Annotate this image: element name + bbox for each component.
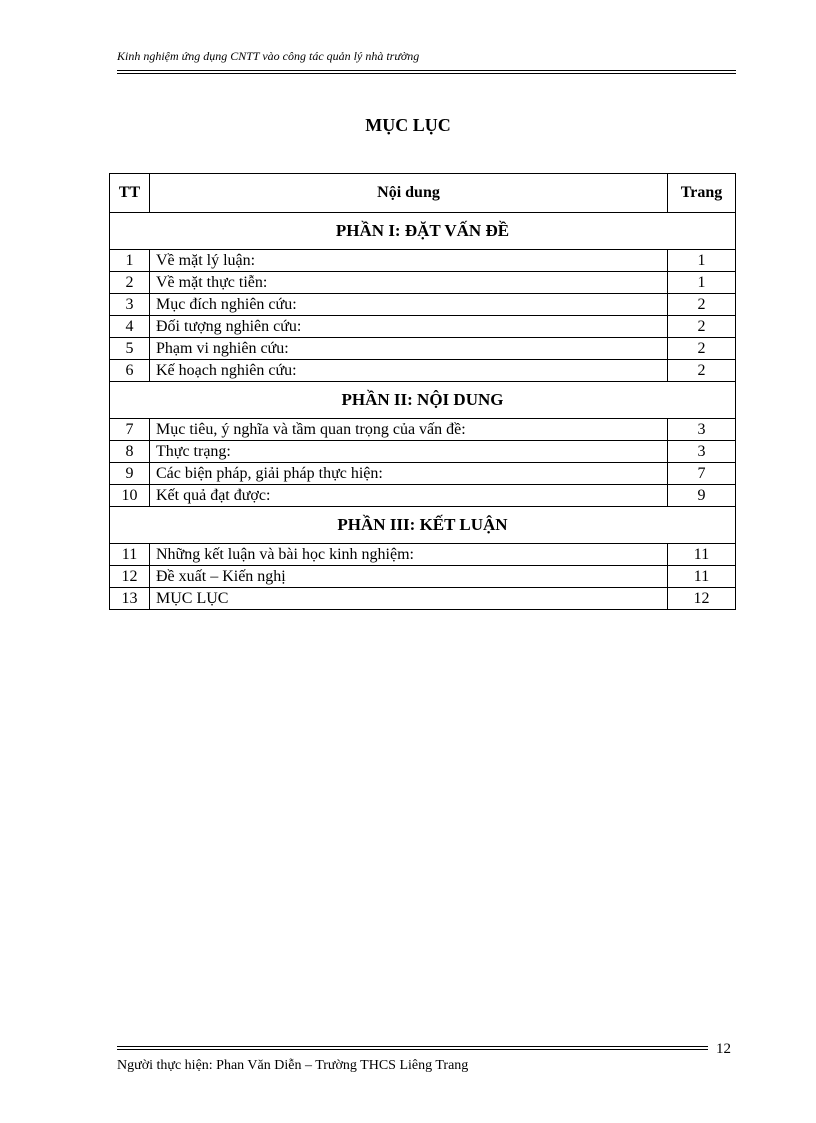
running-footer: Người thực hiện: Phan Văn Diễn – Trường THCS Liêng Trang: [117, 1058, 469, 1073]
row-number: 11: [110, 544, 150, 566]
column-header-tt: TT: [110, 174, 150, 213]
row-number: 7: [110, 419, 150, 441]
row-page: 1: [668, 250, 736, 272]
header-rule-top: [117, 70, 736, 71]
page-number: 12: [716, 1041, 731, 1057]
row-content: Về mặt lý luận:: [150, 250, 668, 272]
row-page: 2: [668, 316, 736, 338]
row-number: 13: [110, 588, 150, 610]
table-row: [110, 360, 736, 382]
row-page: 2: [668, 338, 736, 360]
table-row: [110, 250, 736, 272]
row-page: 1: [668, 272, 736, 294]
section-heading: PHẦN III: KẾT LUẬN: [110, 507, 736, 544]
row-page: 7: [668, 463, 736, 485]
table-row: [110, 441, 736, 463]
section-heading-row: [110, 382, 736, 419]
row-content: Thực trạng:: [150, 441, 668, 463]
table-row: [110, 588, 736, 610]
row-page: 11: [668, 544, 736, 566]
row-content: Về mặt thực tiễn:: [150, 272, 668, 294]
row-content: Mục đích nghiên cứu:: [150, 294, 668, 316]
footer-rule-bottom: [117, 1049, 708, 1050]
row-content: Những kết luận và bài học kinh nghiệm:: [150, 544, 668, 566]
table-row: [110, 566, 736, 588]
row-page: 11: [668, 566, 736, 588]
table-row: [110, 272, 736, 294]
row-number: 5: [110, 338, 150, 360]
section-heading-row: [110, 213, 736, 250]
row-number: 8: [110, 441, 150, 463]
row-number: 3: [110, 294, 150, 316]
row-content: Các biện pháp, giải pháp thực hiện:: [150, 463, 668, 485]
column-header-page: Trang: [668, 174, 736, 213]
row-content: Phạm vi nghiên cứu:: [150, 338, 668, 360]
footer-rule-top: [117, 1046, 708, 1047]
row-number: 10: [110, 485, 150, 507]
section-heading-row: [110, 507, 736, 544]
toc-header-row: [110, 174, 736, 213]
running-header: Kinh nghiệm ứng dụng CNTT vào công tác quản lý nhà trường: [117, 49, 420, 63]
table-row: [110, 485, 736, 507]
row-content: Đối tượng nghiên cứu:: [150, 316, 668, 338]
row-number: 12: [110, 566, 150, 588]
table-row: [110, 316, 736, 338]
row-page: 2: [668, 294, 736, 316]
row-content: Mục tiêu, ý nghĩa và tầm quan trọng của vấn đề:: [150, 419, 668, 441]
row-content: Kế hoạch nghiên cứu:: [150, 360, 668, 382]
row-content: MỤC LỤC: [150, 588, 668, 610]
page-title: MỤC LỤC: [365, 115, 451, 135]
row-page: 2: [668, 360, 736, 382]
row-page: 12: [668, 588, 736, 610]
table-row: [110, 463, 736, 485]
row-number: 4: [110, 316, 150, 338]
column-header-content: Nội dung: [150, 174, 668, 213]
table-row: [110, 294, 736, 316]
table-row: [110, 338, 736, 360]
toc-table: [109, 173, 736, 610]
row-page: 9: [668, 485, 736, 507]
header-rule-bottom: [117, 73, 736, 74]
section-heading: PHẦN II: NỘI DUNG: [110, 382, 736, 419]
row-number: 6: [110, 360, 150, 382]
row-page: 3: [668, 419, 736, 441]
table-row: [110, 544, 736, 566]
row-number: 9: [110, 463, 150, 485]
row-content: Kết quả đạt được:: [150, 485, 668, 507]
table-row: [110, 419, 736, 441]
row-number: 2: [110, 272, 150, 294]
section-heading: PHẦN I: ĐẶT VẤN ĐỀ: [110, 213, 736, 250]
row-content: Đề xuất – Kiến nghị: [150, 566, 668, 588]
row-page: 3: [668, 441, 736, 463]
row-number: 1: [110, 250, 150, 272]
